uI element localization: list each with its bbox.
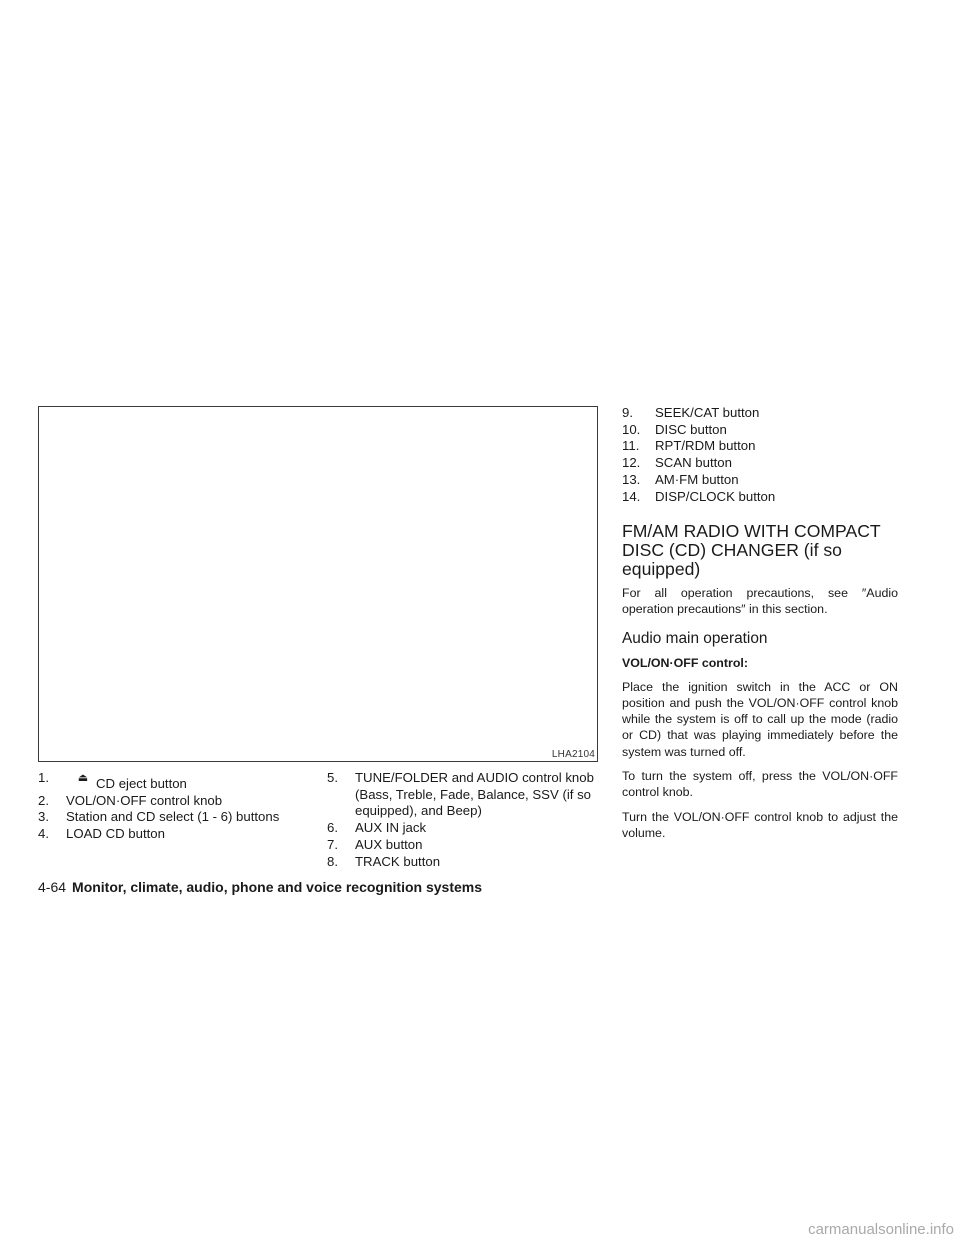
legend-item — [38, 793, 328, 810]
legend-item — [38, 809, 328, 826]
legend-text: VOL/ON·OFF control knob — [66, 792, 223, 808]
legend-item — [38, 770, 328, 793]
watermark: carmanualsonline.info — [808, 1221, 954, 1238]
legend-text: DISC button — [655, 421, 727, 437]
legend-text: Station and CD select (1 - 6) buttons — [66, 809, 280, 825]
section-heading: FM/AM RADIO WITH COMPACT DISC (CD) CHANGER (if so equipped) — [622, 521, 881, 579]
legend-text: LOAD CD button — [66, 826, 165, 842]
body-paragraph: Turn the VOL/ON·OFF control knob to adjust the volume. — [622, 809, 898, 840]
legend-number: 4. — [38, 826, 49, 842]
legend-item — [622, 405, 912, 422]
legend-text: SCAN button — [655, 455, 732, 471]
legend-list-1 — [38, 770, 328, 843]
subsection-heading: Audio main operation — [622, 629, 768, 647]
legend-text: DISP/CLOCK button — [655, 488, 776, 504]
chapter-title: Monitor, climate, audio, phone and voice recognition systems — [72, 879, 482, 895]
legend-item — [327, 854, 602, 871]
legend-item — [622, 489, 912, 506]
figure-label: LHA2104 — [551, 749, 595, 760]
legend-item — [622, 438, 912, 455]
body-paragraph: To turn the system off, press the VOL/ON·OFF control knob. — [622, 769, 898, 800]
control-heading: VOL/ON·OFF control: — [622, 655, 748, 670]
legend-item — [38, 826, 328, 843]
legend-text: SEEK/CAT button — [655, 405, 760, 420]
legend-item — [327, 837, 602, 854]
legend-number: 10. — [622, 421, 641, 437]
legend-number: 9. — [622, 405, 633, 420]
legend-number: 14. — [622, 488, 641, 504]
legend-item — [327, 770, 602, 820]
legend-item — [622, 455, 912, 472]
legend-number: 1. — [38, 770, 49, 785]
legend-number: 7. — [327, 836, 338, 852]
legend-text: TUNE/FOLDER and AUDIO control knob (Bass, Treble, Fade, Balance, SSV (if so equipped), and Beep) — [355, 770, 594, 819]
legend-item — [622, 422, 912, 439]
legend-text: RPT/RDM button — [655, 438, 756, 454]
legend-number: 8. — [327, 853, 338, 869]
figure-frame — [38, 406, 598, 762]
legend-text: AUX button — [355, 836, 423, 852]
legend-number: 11. — [622, 438, 640, 454]
section-body — [622, 522, 898, 849]
intro-paragraph: For all operation precautions, see ″Audio operation precautions″ in this section. — [622, 586, 898, 617]
legend-text: AM·FM button — [655, 471, 739, 487]
legend-list-3 — [622, 405, 912, 505]
legend-list-2 — [327, 770, 602, 870]
body-paragraph: Place the ignition switch in the ACC or ON position and push the VOL/ON·OFF control knob while the system is off to call up the mode (radio or CD) that was playing immediately before the system was turned off. — [622, 679, 898, 759]
legend-number: 3. — [38, 809, 49, 825]
legend-item — [622, 472, 912, 489]
legend-text: AUX IN jack — [355, 820, 427, 836]
legend-text: CD eject button — [96, 776, 187, 791]
legend-number: 6. — [327, 820, 338, 836]
legend-number: 12. — [622, 455, 641, 471]
legend-text: TRACK button — [355, 853, 441, 869]
eject-icon: ⏏ — [77, 772, 89, 784]
legend-number: 5. — [327, 770, 338, 785]
legend-number: 13. — [622, 471, 641, 487]
legend-number: 2. — [38, 792, 49, 808]
legend-item — [327, 820, 602, 837]
page-number: 4-64 — [38, 879, 67, 895]
page-footer — [38, 879, 482, 895]
